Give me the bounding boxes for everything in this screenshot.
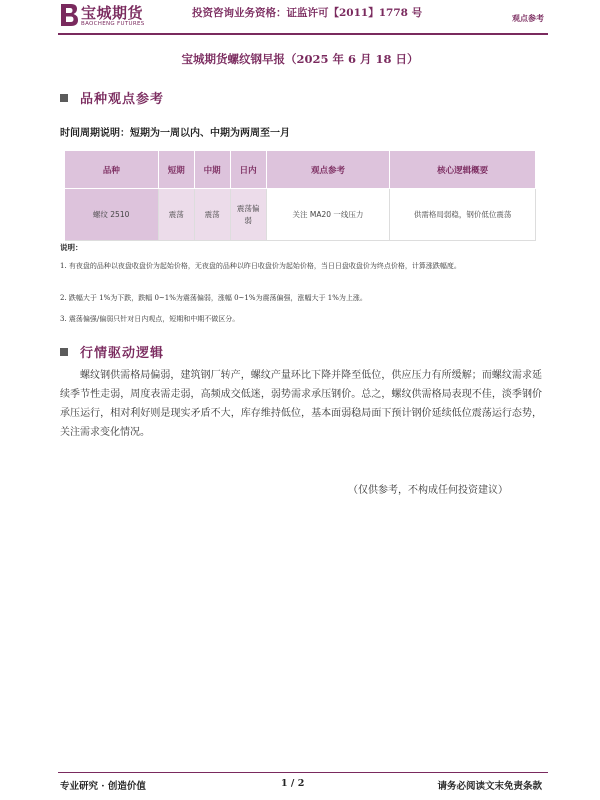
license-info: 投资咨询业务资格：证监许可【2011】1778 号 [192,7,423,19]
note-item: 2. 跌幅大于 1%为下跌，跌幅 0~1%为震荡偏弱，涨幅 0~1%为震荡偏强，涨幅大于 1%为上涨。 [60,294,367,302]
square-bullet-icon [60,94,68,102]
table-header-cell: 短期 [158,151,194,189]
footer-slogan: 专业研究 · 创造价值 [60,781,146,792]
section-heading-views [60,88,164,107]
page-header [0,0,600,34]
section-heading-drivers [60,342,164,361]
page-number: 1 / 2 [281,778,305,789]
table-header-cell: 日内 [230,151,266,189]
table-cell-view: 关注 MA20 一线压力 [266,189,390,241]
header-divider [58,33,548,35]
company-logo [58,2,150,32]
logo-text-en: BAOCHENG FUTURES [81,21,145,27]
period-note: 时间周期说明：短期为一周以内、中期为两周至一月 [60,128,290,139]
note-item: 1. 有夜盘的品种以夜盘收盘价为起始价格，无夜盘的品种以昨日收盘价为起始价格，当日日盘收盘价为终点价格，计算涨跌幅度。 [60,262,461,270]
table-header-cell: 品种 [65,151,159,189]
table-cell-mid-term: 震荡 [194,189,230,241]
footer-divider [58,772,548,773]
note-item: 3. 震荡偏强/偏弱只针对日内观点，短期和中期不做区分。 [60,315,240,323]
table-row [65,189,536,241]
table-header-cell: 核心逻辑概要 [390,151,536,189]
document-title: 宝城期货螺纹钢早报（2025 年 6 月 18 日） [181,52,419,66]
table-header-row [65,151,536,189]
table-cell-variety: 螺纹 2510 [65,189,159,241]
square-bullet-icon [60,348,68,356]
disclaimer-text: （仅供参考，不构成任何投资建议） [348,485,508,496]
report-type-label: 观点参考 [512,13,544,23]
table-header-cell: 观点参考 [266,151,390,189]
section-title: 行情驱动逻辑 [80,346,165,361]
table-cell-short-term: 震荡 [158,189,194,241]
table-header-cell: 中期 [194,151,230,189]
notes-title: 说明： [60,243,83,252]
baocheng-logo-icon [58,2,80,28]
section-title: 品种观点参考 [80,92,165,107]
table-cell-logic: 供需格局弱稳，钢价低位震荡 [390,189,536,241]
logo-text-cn: 宝城期货 [81,4,144,22]
table-cell-intraday: 震荡偏弱 [230,189,266,241]
footer-disclaimer-note: 请务必阅读文末免责条款 [437,781,542,792]
views-table [64,150,536,241]
market-logic-paragraph: 螺纹钢供需格局偏弱，建筑钢厂转产，螺纹产量环比下降并降至低位，供应压力有所缓解；而螺纹需求延续季节性走弱，周度表需走弱，高频成交低迷，弱势需求承压钢价。总之，螺纹供需格局表现不佳，淡季钢价承压运行，相对利好则是现实矛盾不大，库存维持低位，基本面弱稳局面下预计钢价延续低位震荡运行态势，关注需求变化情况。 [60,370,542,438]
